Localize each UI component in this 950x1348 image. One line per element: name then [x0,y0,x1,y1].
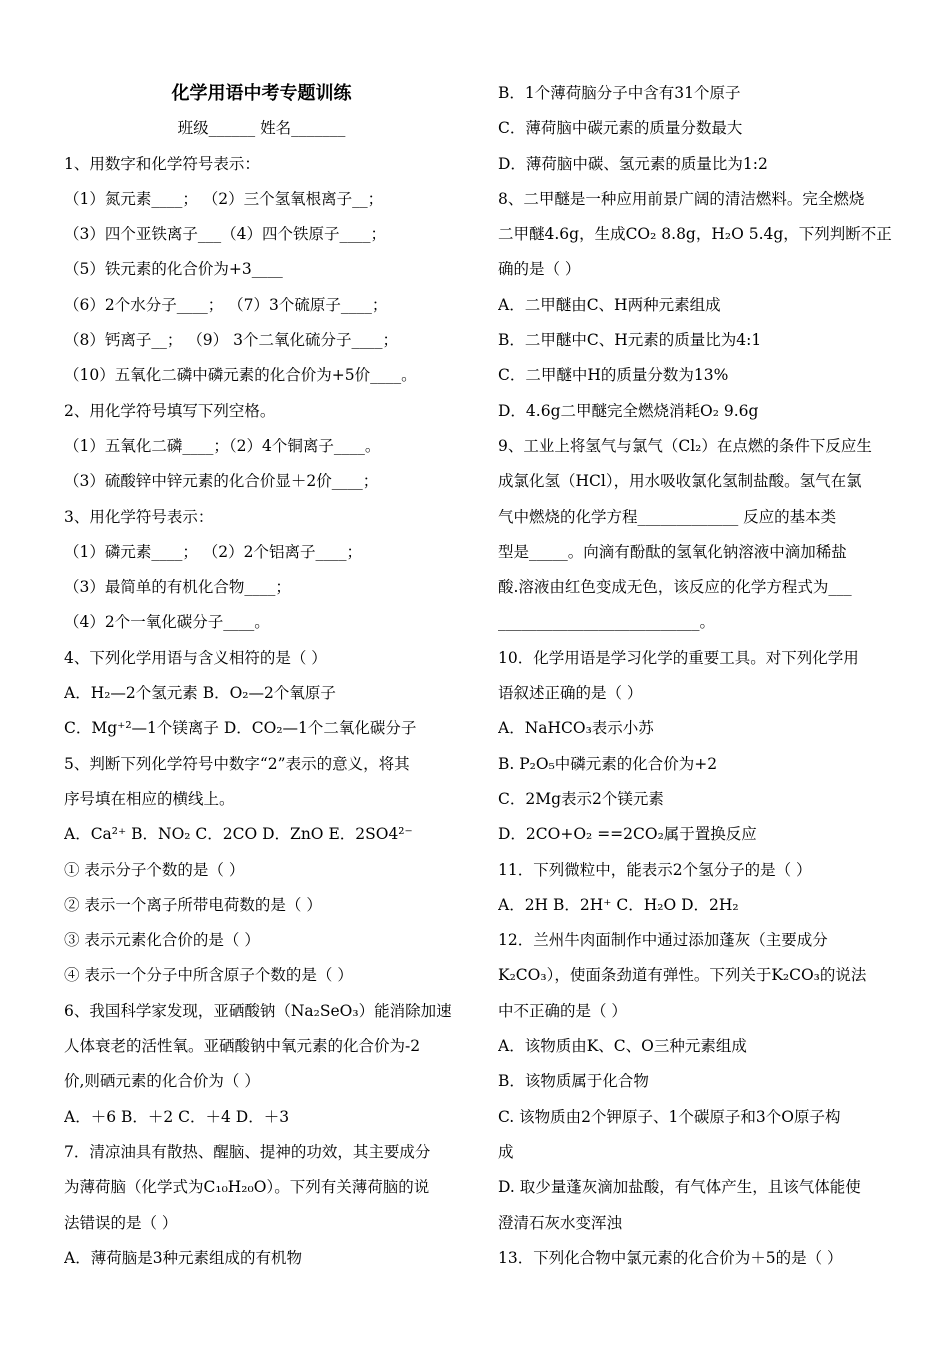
text-line: （6）2个水分子____； （7）3个硫原子____； [64,295,388,314]
text-line: C．2Mg表示2个镁元素 [498,789,664,808]
text-line: A．2H B．2H⁺ C．H₂O D．2H₂ [498,895,739,914]
text-line: 确的是（ ） [498,260,581,279]
text-line: 班级______ 姓名_______ [177,119,346,138]
text-line: 价,则硒元素的化合价为（ ） [64,1072,260,1091]
text-line: A．Ca²⁺ B．NO₂ C．2CO D．ZnO E．2SO4²⁻ [64,825,413,844]
text-line: 为薄荷脑（化学式为C₁₀H₂₀O）。下列有关薄荷脑的说 [64,1178,430,1197]
text-line: A．二甲醚由C、H两种元素组成 [498,295,721,314]
text-line: A．该物质由K、C、O三种元素组成 [498,1037,747,1056]
text-line: __________________________。 [498,613,716,632]
text-line: C. 该物质由2个钾原子、1个碳原子和3个O原子构 [498,1107,841,1126]
right-column [498,76,893,1276]
text-line: ③ 表示元素化合价的是（ ） [64,931,260,950]
text-line: A．＋6 B．＋2 C．＋4 D．＋3 [64,1107,290,1126]
text-line: B．1个薄荷脑分子中含有31个原子 [498,84,741,102]
text-line: 13．下列化合物中氯元素的化合价为＋5的是（ ） [498,1248,843,1267]
text-line: 成 [498,1142,514,1161]
text-line: 语叙述正确的是（ ） [498,684,643,703]
text-line: 法错误的是（ ） [64,1213,178,1232]
left-column [64,76,459,1276]
text-line: 人体衰老的活性氧。亚硒酸钠中氧元素的化合价为-2 [64,1037,421,1056]
text-line: 12．兰州牛肉面制作中通过添加蓬灰（主要成分 [498,931,828,950]
text-line: K₂CO₃），使面条劲道有弹性。下列关于K₂CO₃的说法 [498,966,867,985]
page-title: 化学用语中考专题训练 [171,83,352,104]
text-line: C．薄荷脑中碳元素的质量分数最大 [498,119,743,138]
text-line: （5）铁元素的化合价为+3____ [64,260,283,279]
text-line: 11．下列微粒中，能表示2个氢分子的是（ ） [498,860,812,879]
text-line: 10．化学用语是学习化学的重要工具。对下列化学用 [498,648,859,667]
text-line: D．2CO+O₂ ==2CO₂属于置换反应 [498,825,757,844]
text-line: 8、二甲醚是一种应用前景广阔的清洁燃料。完全燃烧 [498,189,865,208]
text-line: （3）最简单的有机化合物____； [64,578,291,597]
text-line: A．H₂—2个氢元素 B．O₂—2个氧原子 [64,684,336,703]
text-line: （3）硫酸锌中锌元素的化合价显＋2价____； [64,472,379,491]
text-line: 5、判断下列化学符号中数字“2”表示的意义，将其 [64,754,410,773]
text-line: D．4.6g二甲醚完全燃烧消耗O₂ 9.6g [498,401,759,420]
text-line: 2、用化学符号填写下列空格。 [64,401,276,420]
text-line: 澄清石灰水变浑浊 [498,1213,623,1232]
text-line: B．二甲醚中C、H元素的质量比为4:1 [498,331,762,350]
text-line: （4）2个一氧化碳分子____。 [64,613,270,632]
text-line: 二甲醚4.6g，生成CO₂ 8.8g，H₂O 5.4g，下列判断不正 [498,225,892,244]
text-line: 3、用化学符号表示： [64,507,214,526]
text-line: A．NaHCO₃表示小苏 [498,719,654,738]
text-line: 酸.溶液由红色变成无色，该反应的化学方程式为___ [498,578,852,597]
text-line: （8）钙离子__； （9） 3个二氧化硫分子____； [64,331,398,350]
text-line: C．Mg⁺²—1个镁离子 D．CO₂—1个二氧化碳分子 [64,719,417,738]
text-line: B. P₂O₅中磷元素的化合价为+2 [498,754,718,773]
text-line: （10）五氧化二磷中磷元素的化合价为+5价____。 [64,366,417,385]
text-line: ② 表示一个离子所带电荷数的是（ ） [64,895,322,914]
text-line: （1）氮元素____； （2）三个氢氧根离子__； [64,189,384,208]
text-line: 6、我国科学家发现，亚硒酸钠（Na₂SeO₃）能消除加速 [64,1001,452,1020]
text-line: A．薄荷脑是3种元素组成的有机物 [64,1248,303,1267]
text-line: 7．清凉油具有散热、醒脑、提神的功效，其主要成分 [64,1142,431,1161]
text-line: （1）磷元素____； （2）2个铝离子____； [64,542,363,561]
text-line: 中不正确的是（ ） [498,1001,627,1020]
text-line: 序号填在相应的横线上。 [64,789,235,808]
text-line: 1、用数字和化学符号表示： [64,154,260,173]
text-line: 气中燃烧的化学方程_____________ 反应的基本类 [498,507,837,526]
text-line: 型是_____。向滴有酚酞的氢氧化钠溶液中滴加稀盐 [498,542,847,561]
text-line: D．薄荷脑中碳、氢元素的质量比为1:2 [498,154,768,173]
text-line: （1）五氧化二磷____；（2）4个铜离子____。 [64,436,381,455]
text-line: 9、工业上将氢气与氯气（Cl₂）在点燃的条件下反应生 [498,436,872,455]
text-line: 成氯化氢（HCl），用水吸收氯化氢制盐酸。氢气在氯 [498,472,862,491]
text-line: D. 取少量蓬灰滴加盐酸，有气体产生，且该气体能使 [498,1178,861,1197]
text-line: 4、下列化学用语与含义相符的是（ ） [64,648,327,667]
text-line: C．二甲醚中H的质量分数为13% [498,366,729,385]
text-line: B．该物质属于化合物 [498,1072,649,1091]
text-line: （3）四个亚铁离子___（4）四个铁原子____； [64,225,386,244]
text-line: ① 表示分子个数的是（ ） [64,860,245,879]
text-line: ④ 表示一个分子中所含原子个数的是（ ） [64,966,353,985]
